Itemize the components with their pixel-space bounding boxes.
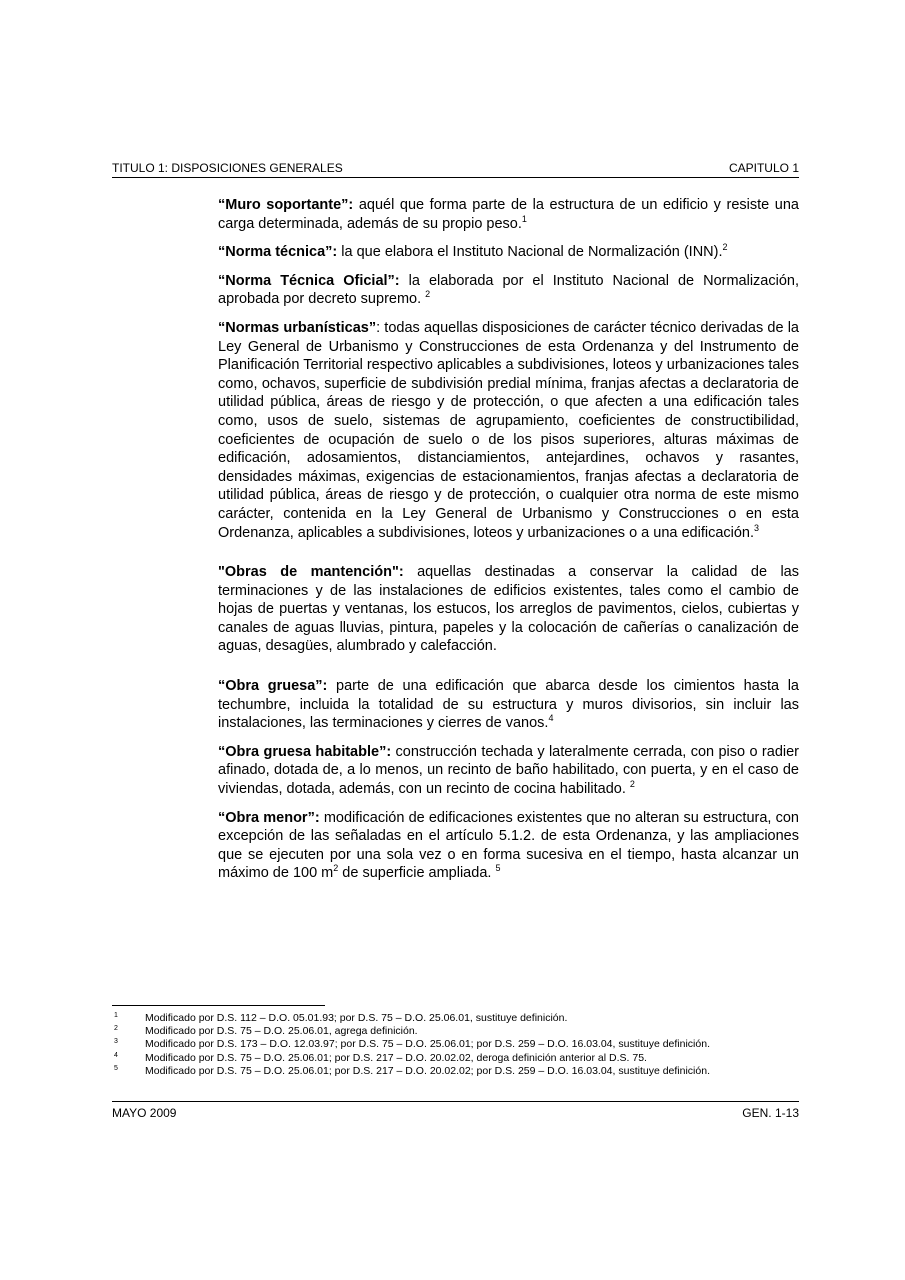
definition-term: “Obra gruesa”:	[218, 678, 328, 695]
definition-text: la elaborada por el Instituto Nacional de Normalización, aprobada por decreto supremo.	[218, 272, 800, 308]
footnote-ref: 5	[495, 863, 501, 874]
definition-paragraph	[218, 809, 799, 883]
definition-term: “Muro soportante”:	[218, 197, 354, 213]
footnote	[112, 1052, 802, 1065]
page-number: GEN. 1-13	[742, 1106, 799, 1120]
footnote	[112, 1065, 802, 1078]
footnote-number: 4	[114, 1051, 118, 1059]
header-chapter: CAPITULO 1	[728, 161, 799, 175]
footnote-text: Modificado por D.S. 173 – D.O. 12.03.97; por D.S. 75 – D.O. 25.06.01; por D.S. 259 – D.O. 16.03.04, sustituye definición.	[145, 1038, 710, 1051]
footnote-ref: 3	[754, 522, 760, 533]
footnote-number: 3	[114, 1038, 118, 1046]
definition-text: construcción techada y lateralmente cerrada, con piso o radier afinado, dotada de, a lo menos, un recinto de baño habilitado, con puerta, y en el caso de viviendas, dotada, además, con un recinto de cocina habilitado.	[218, 743, 799, 798]
definition-paragraph	[218, 196, 799, 233]
definition-term: "Obras de mantención":	[218, 564, 404, 581]
definitions-body	[218, 196, 799, 893]
unit-exponent: 2	[333, 863, 339, 874]
definition-text: de superficie ampliada.	[338, 865, 496, 882]
footnote-number: 5	[114, 1064, 118, 1072]
footnote-text: Modificado por D.S. 112 – D.O. 05.01.93; por D.S. 75 – D.O. 25.06.01, sustituye definición.	[145, 1012, 568, 1024]
definition-term: “Norma técnica”:	[218, 244, 338, 261]
footnote-ref: 2	[425, 289, 431, 300]
page-header	[112, 161, 799, 178]
definition-term: “Obra gruesa habitable”:	[218, 743, 392, 760]
footnote-ref: 1	[521, 213, 527, 224]
definition-text: parte de una edificación que abarca desde los cimientos hasta la techumbre, incluida la totalidad de su estructura y muros divisorios, sin incluir las instalaciones, las terminaciones y cierres de vanos.	[218, 678, 799, 732]
footer-date: MAYO 2009	[112, 1106, 177, 1120]
definition-term: “Norma Técnica Oficial”:	[218, 272, 400, 289]
footnote-ref: 4	[548, 713, 554, 724]
definition-term: “Obra menor”:	[218, 809, 320, 826]
footnote-number: 1	[114, 1012, 118, 1019]
definition-term: “Normas urbanísticas”	[218, 319, 377, 336]
footnote	[112, 1025, 802, 1038]
definition-paragraph	[218, 677, 799, 733]
footnote	[112, 1038, 802, 1051]
definition-text: la que elabora el Instituto Nacional de Normalización (INN).	[337, 244, 723, 261]
definition-paragraph	[218, 563, 799, 656]
footnote	[112, 1012, 802, 1025]
definition-text: aquél que forma parte de la estructura de un edificio y resiste una carga determinada, además de su propio peso.	[218, 197, 799, 232]
definition-text: : todas aquellas disposiciones de carácter técnico derivadas de la Ley General de Urbanismo y Construcciones de esta Ordenanza y del Instrumento de Planificación Territorial respectivo aplicables a subdivisiones, loteos y urbanizaciones tales como, ochavos, superficie de subdivisión predial mínima, franjas afectas a declaratoria de utilidad pública, áreas de riesgo y de protección, o que afecten a una edificación tales como, usos de suelo, sistemas de agrupamiento, coeficientes de constructibilidad, coeficientes de ocupación de suelo o de los pisos superiores, alturas máximas de edificación, adosamientos, distanciamientos, antejardines, ochavos y rasantes, densidades máximas, exigencias de estacionamientos, franjas afectas a declaratoria de utilidad pública, áreas de riesgo y de protección, o cualquier otra norma de este mismo carácter, contenida en la Ley General de Urbanismo y Construcciones o en esta Ordenanza, aplicables a subdivisiones, loteos y urbanizaciones o a una edificación.	[218, 319, 799, 541]
footnote-text: Modificado por D.S. 75 – D.O. 25.06.01; por D.S. 217 – D.O. 20.02.02; por D.S. 259 – D.O. 16.03.04, sustituye definición.	[145, 1064, 710, 1077]
footnote-text: Modificado por D.S. 75 – D.O. 25.06.01, agrega definición.	[145, 1025, 418, 1038]
definition-text: modificación de edificaciones existentes que no alteran su estructura, con excepción de las señaladas en el artículo 5.1.2. de esta Ordenanza, y las ampliaciones que se ejecuten por una sola vez o en forma sucesiva en el tiempo, hasta alcanzar un máximo de 100 m	[218, 809, 799, 882]
page-footer	[112, 1101, 799, 1120]
footnote-ref: 2	[722, 242, 728, 253]
footnotes	[112, 1012, 802, 1078]
footnote-ref: 2	[629, 779, 635, 790]
definition-paragraph	[218, 319, 799, 542]
definition-text: aquellas destinadas a conservar la calidad de las terminaciones y de las instalaciones de edificios existentes, tales como el cambio de hojas de puertas y ventanas, los estucos, los arreglos de pavimentos, cielos, cubiertas y canales de aguas lluvias, pintura, papeles y la colocación de cañerías o canalización de aguas, desagües, alumbrado y calefacción.	[218, 564, 799, 655]
footnote-number: 2	[114, 1025, 118, 1033]
header-title: TITULO 1: DISPOSICIONES GENERALES	[112, 161, 343, 175]
definition-paragraph	[218, 243, 799, 262]
footnote-text: Modificado por D.S. 75 – D.O. 25.06.01; por D.S. 217 – D.O. 20.02.02, deroga definición anterior al D.S. 75.	[145, 1051, 647, 1064]
footnote-separator	[112, 1005, 325, 1006]
definition-paragraph	[218, 272, 799, 309]
definition-paragraph	[218, 743, 799, 799]
